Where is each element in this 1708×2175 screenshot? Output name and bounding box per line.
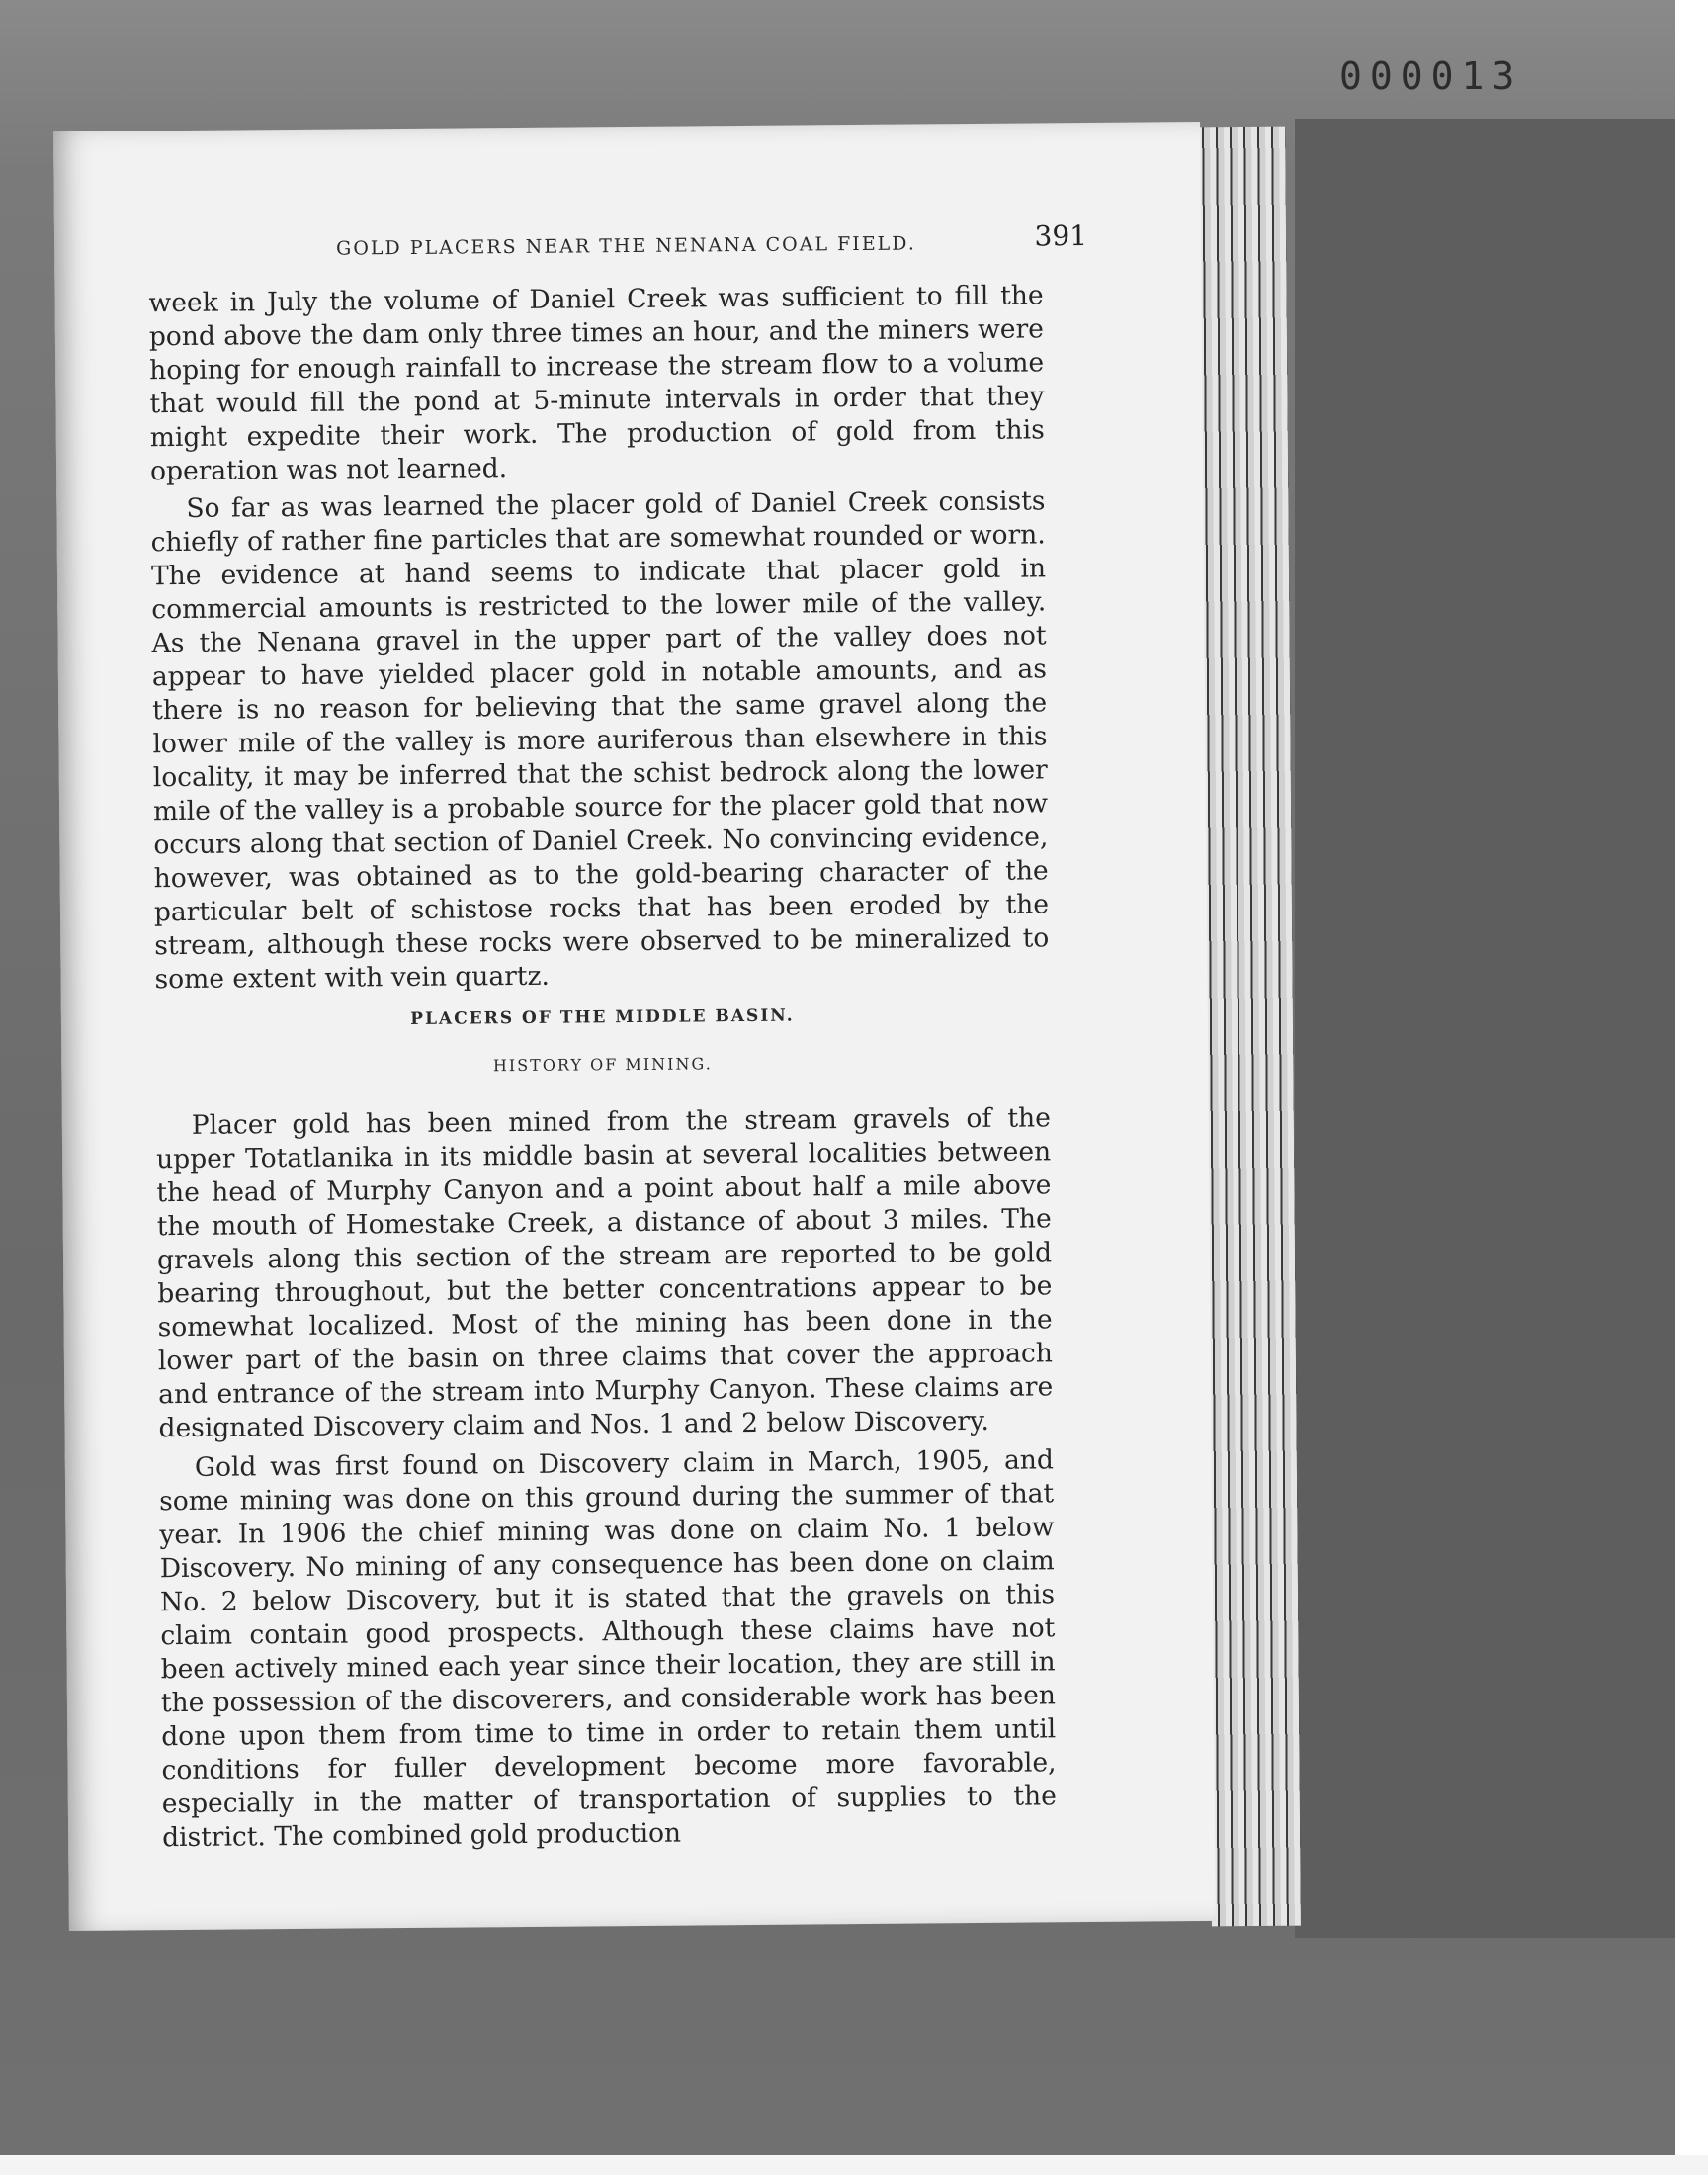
paragraph: week in July the volume of Daniel Creek was sufficient to fill the pond above the dam only three times an hour, and the miners were hoping for enough rainfall to increase the stream flow to a volume that would fill the pond at 5-minute intervals in order that they might expedite their work. The production of gold from this operation was not learned. — [148, 280, 1045, 487]
sub-heading: HISTORY OF MINING. — [492, 1054, 713, 1076]
paragraph: So far as was learned the placer gold of Daniel Creek consists chiefly of rather fine particles that are somewhat rounded or worn. The evidence at hand seems to indicate that placer gold in commercial amounts is restricted to the lower mile of the valley. As the Nenana gravel in the upper part of the valley does not appear to have yielded placer gold in notable amounts, and as there is no reason for believing that the same gravel along the lower mile of the valley is more auriferous than elsewhere in this locality, it may be inferred that the schist bedrock along the lower mile of the valley is a probable source for the placer gold that now occurs along that section of Daniel Creek. No convincing evidence, however, was obtained as to the gold-bearing character of the particular belt of schistose rocks that has been eroded by the stream, although these rocks were observed to be mineralized to some extent with vein quartz. — [150, 485, 1050, 996]
paragraph: Gold was first found on Discovery claim in March, 1905, and some mining was done on this ground during the summer of that year. In 1906 the chief mining was done on claim No. 1 below Discovery. No mining of any consequence has been done on claim No. 2 below Discovery, but it is stated that the gravels on this claim contain good prospects. Although these claims have not been actively mined each year since their location, they are still in the possession of the discoverers, and considerable work has been done upon them from time to time in order to retain them until conditions for fuller development become more favorable, especially in the matter of transportation of supplies to the district. The combined gold production — [159, 1444, 1057, 1854]
scan-margin — [0, 2155, 1708, 2175]
running-head — [277, 219, 1087, 266]
page-number: 391 — [1034, 218, 1088, 253]
running-title: GOLD PLACERS NEAR THE NENANA COAL FIELD. — [336, 232, 916, 260]
body-text — [148, 279, 1057, 1855]
document-stamp: 000013 — [1339, 54, 1523, 98]
section-heading: PLACERS OF THE MIDDLE BASIN. — [410, 1005, 795, 1029]
book-page — [53, 122, 1216, 1931]
paragraph: Placer gold has been mined from the stream gravels of the upper Totatlanika in its middle basin at several localities between the head of Murphy Canyon and a point about half a mile above the mouth of Homestake Creek, a distance of about 3 miles. The gravels along this section of the stream are reported to be gold bearing throughout, but the better concentrations appear to be somewhat localized. Most of the mining has been done in the lower part of the basin on three claims that cover the approach and entrance of the stream into Murphy Canyon. These claims are designated Discovery claim and Nos. 1 and 2 below Discovery. — [156, 1102, 1054, 1444]
